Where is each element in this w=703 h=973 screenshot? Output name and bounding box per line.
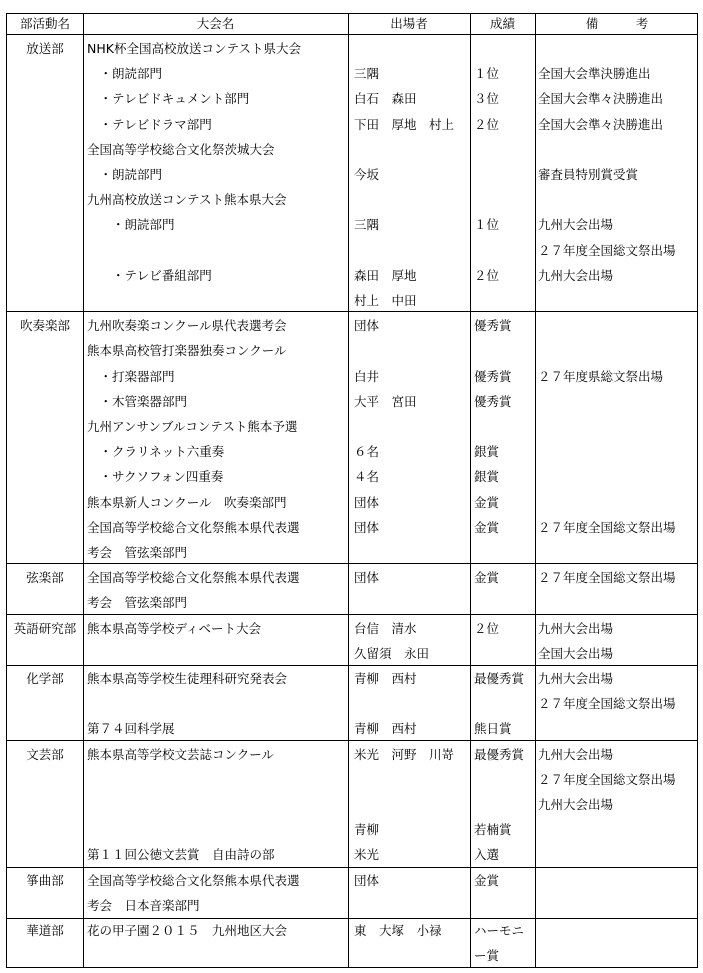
notes-cell: 全国大会準々決勝進出 [538,91,664,107]
event-cell: ・朗読部門 [87,66,163,82]
club-cell [7,439,83,464]
header-event: 大会名 [196,16,235,31]
event-cell [87,238,347,263]
club-cell [7,817,83,842]
header-divider [7,34,697,35]
club-cell [7,288,83,313]
event-cell: ・クラリネット六重奏 [87,444,225,460]
event-cell [87,767,347,792]
result-cell: 銀賞 [474,444,500,460]
notes-cell [538,918,698,943]
event-cell: 熊本県高等学校ディベート大会 [87,620,262,636]
result-cell: 優秀賞 [474,368,512,384]
club-cell [7,716,83,741]
participants-cell [354,943,468,968]
club-cell [7,792,83,817]
column-divider [470,14,471,967]
result-cell [474,162,534,187]
result-cell [474,590,534,615]
club-cell [7,389,83,414]
participants-cell: 久留須 永田 [354,645,430,661]
result-cell: 金賞 [474,494,500,510]
club-cell: 華道部 [26,923,64,938]
result-cell: 優秀賞 [474,393,512,409]
club-cell [7,86,83,111]
result-cell: １位 [474,217,500,233]
result-cell: 若楠賞 [474,822,512,838]
club-cell [7,61,83,86]
participants-cell: 下田 厚地 村上 [354,116,455,132]
notes-cell [538,338,698,363]
notes-cell: 九州大会出場 [538,217,614,233]
header-club: 部活動名 [19,16,70,31]
event-cell [87,943,347,968]
result-cell: ２位 [474,620,500,636]
notes-cell [538,540,698,565]
notes-cell: 九州大会出場 [538,267,614,283]
club-cell [7,464,83,489]
notes-cell [538,716,698,741]
notes-cell [538,389,698,414]
notes-cell: 全国大会出場 [538,645,614,661]
notes-cell [538,842,698,867]
event-cell: 九州アンサンブルコンテスト熊本予選 [87,419,298,434]
notes-cell [538,490,698,515]
event-cell [87,792,347,817]
participants-cell [354,590,468,615]
participants-cell [354,893,468,918]
result-cell [474,414,534,439]
club-cell: 放送部 [26,41,64,56]
notes-cell [538,590,698,615]
event-cell: 全国高等学校総合文化祭熊本県代表選 [87,872,300,888]
result-cell [474,288,534,313]
results-table [6,13,698,968]
club-cell: 箏曲部 [26,872,64,888]
participants-cell: 白井 [354,368,380,384]
event-cell: 考会 管弦楽部門 [87,545,188,560]
participants-cell: 今坂 [354,167,380,182]
club-cell [7,893,83,918]
club-cell [7,943,83,968]
club-cell [7,238,83,263]
result-cell [474,641,534,666]
participants-cell [354,691,468,716]
result-cell: 入選 [474,847,500,863]
participants-cell: ４名 [354,469,380,485]
notes-cell [538,464,698,489]
event-cell: ・テレビドラマ部門 [87,116,212,132]
event-cell: 全国高等学校総合文化祭茨城大会 [87,141,275,157]
notes-cell: 九州大会出場 [538,797,614,812]
club-cell: 吹奏楽部 [19,318,70,334]
club-cell [7,137,83,162]
participants-cell: ６名 [354,444,380,460]
event-cell: 全国高等学校総合文化祭熊本県代表選 [87,519,300,535]
notes-cell [538,893,698,918]
event-cell: ・テレビ番組部門 [87,267,212,283]
participants-cell: 団体 [354,570,380,586]
participants-cell: 青柳 [354,822,380,838]
club-cell [7,842,83,867]
participants-cell: 団体 [354,318,380,334]
participants-cell: 村上 中田 [354,293,417,308]
participants-cell [354,187,468,212]
club-cell [7,515,83,540]
participants-cell [354,767,468,792]
event-cell [87,817,347,842]
event-cell [87,288,347,313]
event-cell: 全国高等学校総合文化祭熊本県代表選 [87,570,300,586]
result-cell: 金賞 [474,872,500,888]
notes-cell [538,868,698,893]
club-cell [7,490,83,515]
notes-cell [538,817,698,842]
result-cell: 最優秀賞 [474,671,525,686]
event-cell: 第７４回科学展 [87,721,175,737]
result-cell: １位 [474,66,500,82]
club-cell: 化学部 [26,671,64,686]
event-cell [87,691,347,716]
result-cell: 金賞 [474,570,500,586]
participants-cell: 団体 [354,494,380,510]
notes-cell: ２７年度全国総文祭出場 [538,519,676,535]
event-cell: 考会 日本音楽部門 [87,897,200,913]
participants-cell [354,238,468,263]
club-cell [7,338,83,363]
result-cell: ２位 [474,116,500,132]
result-cell: 金賞 [474,519,500,535]
result-cell: ３位 [474,91,500,107]
result-cell: ー賞 [474,948,500,964]
notes-cell: 全国大会準々決勝進出 [538,116,664,132]
notes-cell [538,943,698,968]
participants-cell: 三隅 [354,217,380,233]
event-cell: ・朗読部門 [87,217,175,233]
result-cell [474,187,534,212]
result-cell: ハーモニ [474,923,525,938]
notes-cell: 全国大会準決勝進出 [538,66,651,82]
notes-cell [538,439,698,464]
participants-cell: 三隅 [354,66,380,82]
notes-cell [538,137,698,162]
result-cell: 熊日賞 [474,721,512,737]
event-cell: ・朗読部門 [87,167,163,182]
club-cell [7,767,83,792]
participants-cell [354,414,468,439]
participants-cell: 台信 清水 [354,620,417,636]
participants-cell: 米光 [354,847,380,863]
club-cell: 弦楽部 [26,570,64,586]
club-cell [7,112,83,137]
participants-cell: 東 大塚 小禄 [354,923,442,938]
participants-cell: 青柳 西村 [354,671,417,686]
result-cell [474,540,534,565]
notes-cell: ２７年度全国総文祭出場 [538,696,676,712]
club-cell [7,641,83,666]
event-cell: ・テレビドキュメント部門 [87,91,250,107]
notes-cell [538,36,698,61]
participants-cell [354,36,468,61]
result-cell: 優秀賞 [474,318,512,334]
event-cell: NHK杯全国高校放送コンテスト県大会 [87,41,301,56]
club-cell [7,263,83,288]
event-cell: 熊本県高校管打楽器独奏コンクール [87,343,287,359]
event-cell: 考会 管弦楽部門 [87,595,188,611]
participants-cell: 森田 厚地 [354,267,417,283]
notes-cell: ２７年度県総文祭出場 [538,368,664,384]
club-cell [7,187,83,212]
club-cell [7,540,83,565]
result-cell: 銀賞 [474,469,500,485]
notes-cell [538,313,698,338]
event-cell [87,641,347,666]
result-cell [474,691,534,716]
club-cell [7,691,83,716]
notes-cell: ２７年度全国総文祭出場 [538,771,676,787]
event-cell: 熊本県高等学校生徒理科研究発表会 [87,671,288,686]
notes-cell [538,414,698,439]
participants-cell: 大平 宮田 [354,393,417,409]
club-cell: 文芸部 [26,746,64,762]
club-cell [7,162,83,187]
event-cell: 九州高校放送コンテスト熊本県大会 [87,192,287,208]
club-cell: 英語研究部 [13,620,77,636]
event-cell: 第１１回公徳文芸賞 自由詩の部 [87,847,275,863]
header-notes: 備 考 [585,16,649,31]
result-cell: ２位 [474,267,500,283]
header-result: 成績 [489,16,515,31]
notes-cell: ２７年度全国総文祭出場 [538,570,676,586]
club-cell [7,364,83,389]
event-cell: ・サクソフォン四重奏 [87,469,224,485]
result-cell [474,338,534,363]
column-divider [535,14,536,967]
participants-cell [354,338,468,363]
participants-cell: 米光 河野 川嵜 [354,746,455,762]
participants-cell: 青柳 西村 [354,721,417,737]
event-cell: 花の甲子園２０１５ 九州地区大会 [87,923,288,938]
participants-cell: 団体 [354,519,380,535]
notes-cell [538,187,698,212]
club-cell [7,212,83,237]
column-divider [83,14,84,967]
participants-cell: 団体 [354,872,380,888]
notes-cell: 審査員特別賞受賞 [538,167,639,182]
result-cell [474,137,534,162]
event-cell: 熊本県高等学校文芸誌コンクール [87,746,275,762]
header-participants: 出場者 [390,16,428,31]
event-cell: ・打楽器部門 [87,368,175,384]
event-cell: 熊本県新人コンクール 吹奏楽部門 [87,494,287,510]
notes-cell: 九州大会出場 [538,746,614,762]
participants-cell: 白石 森田 [354,91,417,107]
result-cell [474,767,534,792]
event-cell: 九州吹奏楽コンクール県代表選考会 [87,318,287,334]
result-cell [474,893,534,918]
notes-cell: ２７年度全国総文祭出場 [538,242,676,258]
result-cell [474,238,534,263]
column-divider [348,14,349,967]
notes-cell: 九州大会出場 [538,620,614,636]
participants-cell [354,540,468,565]
result-cell [474,792,534,817]
notes-cell: 九州大会出場 [538,671,614,686]
event-cell: ・木管楽器部門 [87,393,188,409]
club-cell [7,414,83,439]
participants-cell [354,792,468,817]
result-cell [474,36,534,61]
club-cell [7,590,83,615]
notes-cell [538,288,698,313]
participants-cell [354,137,468,162]
result-cell: 最優秀賞 [474,746,525,762]
